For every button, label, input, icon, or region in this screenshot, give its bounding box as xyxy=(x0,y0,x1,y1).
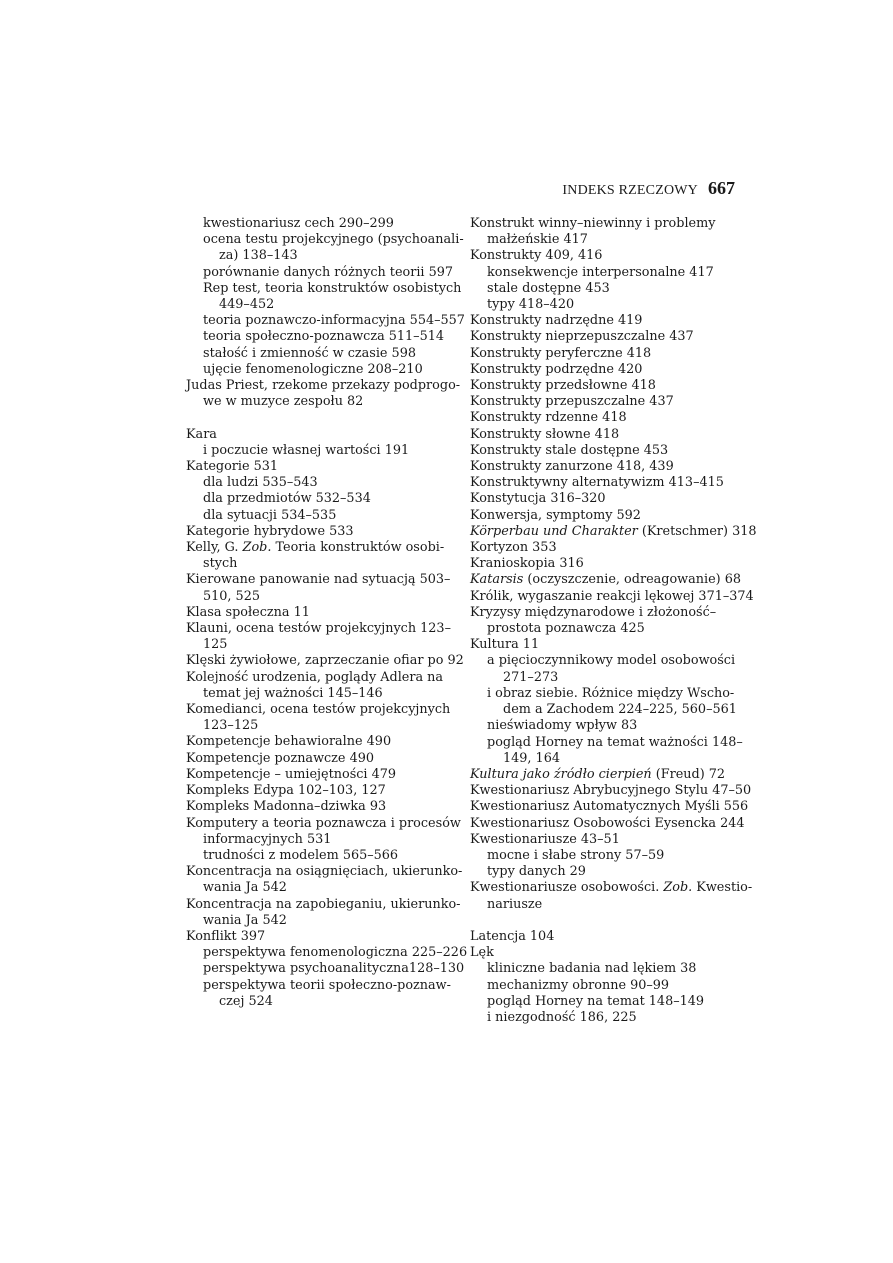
index-entry: Kwestionariusze 43–51 xyxy=(470,831,620,847)
index-entry: 510, 525 xyxy=(203,588,260,604)
page-number: 667 xyxy=(708,178,735,198)
index-entry: Kompetencje poznawcze 490 xyxy=(186,750,374,766)
running-header-title: INDEKS RZECZOWY xyxy=(562,183,698,198)
index-entry-part: (Freud) 72 xyxy=(651,766,726,782)
index-entry: dem a Zachodem 224–225, 560–561 xyxy=(503,702,737,718)
index-entry: perspektywa psychoanalityczna128–130 xyxy=(203,961,465,977)
index-entry: stale dostępne 453 xyxy=(487,280,610,296)
index-entry: porównanie danych różnych teorii 597 xyxy=(203,264,454,280)
index-entry xyxy=(470,572,741,588)
index-entry-part: (Kretschmer) 318 xyxy=(637,523,757,539)
index-entry: teoria poznawczo-informacyjna 554–557 xyxy=(203,313,465,329)
index-entry: Konstrukty nieprzepuszczalne 437 xyxy=(470,329,694,345)
index-entry: Koncentracja na zapobieganiu, ukierunko- xyxy=(186,896,461,912)
index-entry: nariusze xyxy=(487,896,543,912)
index-entry: Komputery a teoria poznawcza i procesów xyxy=(186,815,461,831)
index-entry: i niezgodność 186, 225 xyxy=(487,1009,637,1025)
index-entry: Konstrukty rdzenne 418 xyxy=(470,410,627,426)
index-entry: i obraz siebie. Różnice między Wscho- xyxy=(487,685,735,701)
index-entry: Kategorie 531 xyxy=(186,459,279,475)
index-entry xyxy=(470,767,738,783)
index-entry: Klauni, ocena testów projekcyjnych 123– xyxy=(186,621,451,637)
index-entry-italic-part: Katarsis xyxy=(470,572,524,588)
index-entry xyxy=(470,523,757,540)
index-entry: Konstruktywny alternatywizm 413–415 xyxy=(470,475,724,491)
index-entry: Kolejność urodzenia, poglądy Adlera na xyxy=(186,669,444,685)
index-entry: 125 xyxy=(203,637,228,653)
index-entry: Kategorie hybrydowe 533 xyxy=(186,523,354,539)
index-entry: informacyjnych 531 xyxy=(203,831,332,847)
index-entry: czej 524 xyxy=(219,993,273,1009)
index-entry: kwestionariusz cech 290–299 xyxy=(203,216,394,231)
index-entry: 149, 164 xyxy=(503,750,560,766)
index-entry: Judas Priest, rzekome przekazy podprogo- xyxy=(186,378,461,394)
index-entry: Konstrukty słowne 418 xyxy=(470,426,620,442)
index-entry: Konwersja, symptomy 592 xyxy=(470,507,641,523)
index-entry-italic-part: Zob. xyxy=(663,880,693,896)
index-entry: Klęski żywiołowe, zaprzeczanie ofiar po 92 xyxy=(186,653,464,669)
index-entry: Konstrukty nadrzędne 419 xyxy=(470,313,643,329)
index-entry: we w muzyce zespołu 82 xyxy=(203,394,364,410)
index-entry: Komedianci, ocena testów projekcyjnych xyxy=(186,702,451,718)
index-entry: teoria społeczno-poznawcza 511–514 xyxy=(203,329,445,345)
index-entry: Konstrukty przedsłowne 418 xyxy=(470,378,656,394)
index-entry: za) 138–143 xyxy=(219,248,298,264)
index-entry: Konstrukt winny–niewinny i problemy xyxy=(470,216,716,231)
index-entry: nieświadomy wpływ 83 xyxy=(487,718,638,734)
index-entry: Kompetencje – umiejętności 479 xyxy=(186,766,397,782)
index-entry: Kryzysy międzynarodowe i złożoność– xyxy=(470,604,717,620)
index-entry: Kwestionariusz Automatycznych Myśli 556 xyxy=(470,799,749,815)
index-entry: konsekwencje interpersonalne 417 xyxy=(487,264,714,280)
index-entry: Konstrukty peryferczne 418 xyxy=(470,345,652,361)
index-entry-italic-part: Kultura jako źródło cierpień xyxy=(470,766,652,782)
section-gap xyxy=(470,913,738,929)
index-entry: ujęcie fenomenologiczne 208–210 xyxy=(203,361,423,377)
index-entry: Kwestionariusz Osobowości Eysencka 244 xyxy=(470,815,745,831)
index-entry: stych xyxy=(203,556,238,572)
index-entry: Kultura 11 xyxy=(470,637,540,653)
index-entry: małżeńskie 417 xyxy=(487,232,588,248)
index-entry: typy 418–420 xyxy=(487,297,575,313)
index-entry: temat jej ważności 145–146 xyxy=(203,685,383,701)
running-header xyxy=(562,178,735,199)
index-entry: perspektywa teorii społeczno-poznaw- xyxy=(203,977,451,993)
index-entry: mechanizmy obronne 90–99 xyxy=(487,977,670,993)
index-entry: Konstrukty przepuszczalne 437 xyxy=(470,394,674,410)
index-entry: Królik, wygaszanie reakcji lękowej 371–374 xyxy=(470,588,754,604)
index-entry: Kompleks Madonna–dziwka 93 xyxy=(186,799,387,815)
index-entry: Konflikt 397 xyxy=(186,928,266,944)
index-entry: prostota poznawcza 425 xyxy=(487,621,645,637)
index-entry: dla sytuacji 534–535 xyxy=(203,507,337,523)
index-entry: Kompetencje behawioralne 490 xyxy=(186,734,392,750)
index-entry: pogląd Horney na temat ważności 148– xyxy=(487,734,743,750)
index-entry: Latencja 104 xyxy=(470,928,555,944)
index-entry: a pięcioczynnikowy model osobowości xyxy=(487,653,736,669)
index-entry: 449–452 xyxy=(219,297,275,313)
index-entry: Konstrukty stale dostępne 453 xyxy=(470,442,669,458)
index-entry: perspektywa fenomenologiczna 225–226 xyxy=(203,945,468,961)
index-column-left xyxy=(186,216,468,1010)
index-entry-italic-part: Körperbau und Charakter xyxy=(470,523,638,539)
index-entry-part: Kwestionariusze osobowości. xyxy=(470,880,664,896)
index-entry: ocena testu projekcyjnego (psychoanali- xyxy=(203,232,464,248)
index-entry: wania Ja 542 xyxy=(203,880,287,896)
index-entry: Kwestionariusz Abrybucyjnego Stylu 47–50 xyxy=(470,783,752,799)
index-entry: 271–273 xyxy=(503,669,559,685)
index-entry: Kranioskopia 316 xyxy=(470,556,584,572)
index-entry: 123–125 xyxy=(203,718,259,734)
index-entry: wania Ja 542 xyxy=(203,912,287,928)
index-entry: i poczucie własnej wartości 191 xyxy=(203,442,410,458)
index-entry: Kompleks Edypa 102–103, 127 xyxy=(186,783,386,799)
index-entry: Kierowane panowanie nad sytuacją 503– xyxy=(186,572,451,588)
index-entry: stałość i zmienność w czasie 598 xyxy=(203,345,416,361)
index-entry xyxy=(186,540,456,556)
index-entry-part: Teoria konstruktów osobi- xyxy=(271,540,445,556)
index-entry: Konstrukty podrzędne 420 xyxy=(470,361,643,377)
index-entry: Klasa społeczna 11 xyxy=(186,604,310,620)
index-entry: Konstytucja 316–320 xyxy=(470,491,606,507)
index-entry-part: Kelly, G. xyxy=(186,540,243,556)
index-entry-part: Kwestio- xyxy=(692,880,753,896)
index-entry: dla ludzi 535–543 xyxy=(203,475,318,491)
index-entry: Konstrukty zanurzone 418, 439 xyxy=(470,459,674,475)
index-entry: dla przedmiotów 532–534 xyxy=(203,491,371,507)
index-entry-italic-part: Zob. xyxy=(242,540,272,556)
index-entry: kliniczne badania nad lękiem 38 xyxy=(487,961,697,977)
index-entry: Kara xyxy=(186,426,217,442)
index-entry: mocne i słabe strony 57–59 xyxy=(487,847,665,863)
index-column-right xyxy=(470,216,757,1026)
section-gap xyxy=(186,410,456,426)
index-entry-part: (oczyszczenie, odreagowanie) 68 xyxy=(523,572,741,588)
index-entry: Kortyzon 353 xyxy=(470,540,557,556)
index-entry: trudności z modelem 565–566 xyxy=(203,847,399,863)
index-entry: Koncentracja na osiągnięciach, ukierunko- xyxy=(186,864,463,880)
index-entry xyxy=(470,880,753,896)
index-entry: typy danych 29 xyxy=(487,864,586,880)
index-entry: pogląd Horney na temat 148–149 xyxy=(487,993,705,1009)
index-entry: Konstrukty 409, 416 xyxy=(470,248,603,264)
index-entry: Rep test, teoria konstruktów osobistych xyxy=(203,280,462,296)
index-entry: Lęk xyxy=(470,945,494,961)
